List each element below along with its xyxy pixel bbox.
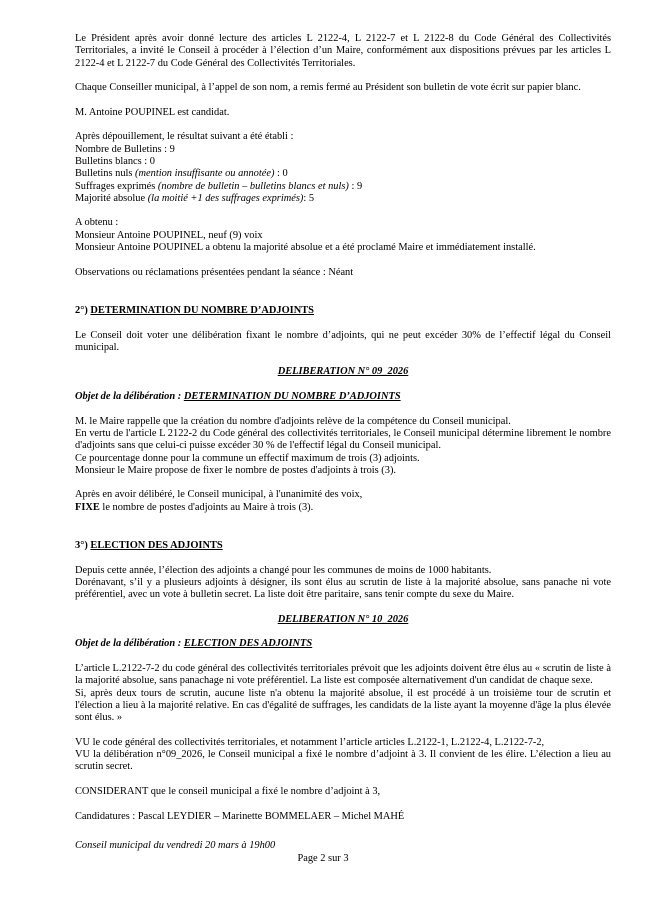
- paragraph-observations: [75, 267, 611, 279]
- text-run: 2°): [75, 304, 91, 316]
- text-run: Objet de la délibération :: [75, 391, 184, 403]
- text-run: Depuis cette année, l’élection des adjoints a changé pour les communes de moins de 1000 habitants.: [75, 564, 492, 576]
- paragraph-resultats-depouillement: [75, 131, 611, 205]
- paragraph-a-obtenu: [75, 217, 611, 254]
- text-run: Le Conseil doit voter une délibération fixant le nombre d’adjoints, qui ne peut excéder 30% de l’effectif légal du Conseil municipal.: [75, 329, 611, 353]
- text-run: DETERMINATION DU NOMBRE D’ADJOINTS: [90, 304, 314, 316]
- paragraph-vu: [75, 737, 611, 774]
- text-run: Majorité absolue: [75, 192, 148, 204]
- text-run: 3°): [75, 539, 91, 551]
- paragraph-conseil-doit-voter: [75, 330, 611, 355]
- text-run: : 0: [274, 168, 288, 180]
- paragraph-lecture-articles: [75, 33, 611, 70]
- text-run: Chaque Conseiller municipal, à l’appel de son nom, a remis fermé au Président son bulletin de vote écrit sur papier blanc.: [75, 82, 581, 94]
- paragraph-candidatures: [75, 811, 611, 823]
- paragraph-fixe-adjoints: [75, 489, 611, 514]
- paragraph-bulletin-vote: [75, 82, 611, 94]
- text-run: ELECTION DES ADJOINTS: [183, 638, 313, 650]
- paragraph-candidat: [75, 107, 611, 119]
- text-run: Monsieur Antoine POUPINEL, neuf (9) voix: [75, 229, 263, 241]
- text-run: FIXE: [75, 501, 100, 513]
- text-run: DELIBERATION N° 09_2026: [277, 366, 409, 378]
- text-run: Bulletins nuls: [75, 168, 136, 180]
- footer-page-number: Page 2 sur 3: [297, 853, 349, 865]
- text-run: En vertu de l'article L 2122-2 du Code général des collectivités territoriales, le Conseil municipal détermine librement le nombre d'adjoints sans que celui-ci puisse excéder 30 % de l'effectif légal du Conseil municipal.: [75, 427, 611, 452]
- paragraph-depuis-cette-annee: [75, 565, 611, 602]
- text-run: Objet de la délibération :: [75, 638, 184, 650]
- text-run: Suffrages exprimés: [75, 180, 158, 192]
- text-run: Après dépouillement, le résultat suivant a été établi :: [75, 131, 294, 143]
- text-run: DELIBERATION N° 10_2026: [277, 613, 409, 625]
- text-run: VU la délibération n°09_2026, le Conseil municipal a fixé le nombre d’adjoint à 3. Il convient de les élire. L’élection a lieu au scrutin secret.: [75, 749, 611, 773]
- text-run: Le Président après avoir donné lecture des articles L 2122-4, L 2122-7 et L 2122-8 du Code Général des Collectivités Territoriales, a invité le Conseil à procéder à l’élection d’un Maire, conformément aux dispositions prévues par les articles L 2122-4 et L 2122-7 du Code Général des Collectivités Territoriales.: [75, 33, 611, 69]
- text-run: Candidatures : Pascal LEYDIER – Marinette BOMMELAER – Michel MAHÉ: [75, 810, 405, 822]
- objet-deliberation-10: [75, 638, 611, 650]
- text-run: L’article L.2122-7-2 du code général des collectivités territoriales prévoit que les adjoints doivent être élus au « scrutin de liste à la majorité absolue, sans panachage ni vote préférentiel. La liste est composée alternativement d'un candidat de chaque sexe.: [75, 662, 611, 687]
- text-run: Dorénavant, s’il y a plusieurs adjoints à désigner, ils sont élus au scrutin de liste à la majorité absolue, sans panache ni vote préférentiel, avec un vote à bulletin secret. La liste doit être paritaire, sans tenir compte du sexe du Maire.: [75, 576, 611, 601]
- text-run: DETERMINATION DU NOMBRE D’ADJOINTS: [183, 391, 401, 403]
- text-run: Après en avoir délibéré, le Conseil municipal, à l'unanimité des voix,: [75, 489, 363, 501]
- section-heading-2-determination: [75, 305, 611, 317]
- text-run: ELECTION DES ADJOINTS: [90, 539, 223, 551]
- text-run: M. le Maire rappelle que la création du nombre d'adjoints relève de la compétence du Conseil municipal.: [75, 415, 511, 427]
- text-run: le nombre de postes d'adjoints au Maire à trois (3).: [99, 501, 314, 513]
- text-run: A obtenu :: [75, 217, 119, 229]
- deliberation-title-10: [75, 614, 611, 626]
- paragraph-maire-rappelle: [75, 416, 611, 477]
- paragraph-article-l2122-7-2: [75, 663, 611, 724]
- text-run: (la moitié +1 des suffrages exprimés): [147, 192, 304, 204]
- text-run: M. Antoine POUPINEL est candidat.: [75, 106, 230, 118]
- text-run: CONSIDERANT que le conseil municipal a fixé le nombre d’adjoint à 3,: [75, 785, 381, 797]
- text-run: : 9: [348, 180, 363, 192]
- text-run: Bulletins blancs : 0: [75, 155, 155, 167]
- footer-session-info: Conseil municipal du vendredi 20 mars à 19h00: [75, 839, 276, 851]
- section-heading-3-election: [75, 540, 611, 552]
- text-run: : 5: [303, 192, 315, 204]
- deliberation-title-09: [75, 366, 611, 378]
- text-run: VU le code général des collectivités territoriales, et notamment l’article articles L.2122-1, L.2122-4, L.2122-7-2,: [75, 736, 545, 748]
- paragraph-considerant: [75, 786, 611, 798]
- text-run: Monsieur le Maire propose de fixer le nombre de postes d'adjoints à trois (3).: [75, 464, 397, 476]
- text-run: Ce pourcentage donne pour la commune un effectif maximum de trois (3) adjoints.: [75, 452, 420, 464]
- text-run: Nombre de Bulletins : 9: [75, 143, 175, 155]
- text-run: Monsieur Antoine POUPINEL a obtenu la majorité absolue et a été proclamé Maire et immédiatement installé.: [75, 242, 536, 254]
- document-body: [75, 33, 611, 823]
- text-run: Observations ou réclamations présentées pendant la séance : Néant: [75, 266, 354, 278]
- text-run: (nombre de bulletin – bulletins blancs et nuls): [157, 180, 349, 192]
- text-run: (mention insuffisante ou annotée): [135, 168, 275, 180]
- text-run: Si, après deux tours de scrutin, aucune liste n'a obtenu la majorité absolue, il est procédé à un troisième tour de scrutin et l'élection a lieu à la majorité relative. En cas d'égalité de suffrages, les candidats de la liste ayant la moyenne d'âge la plus élevée sont élus. »: [75, 687, 611, 724]
- objet-deliberation-09: [75, 391, 611, 403]
